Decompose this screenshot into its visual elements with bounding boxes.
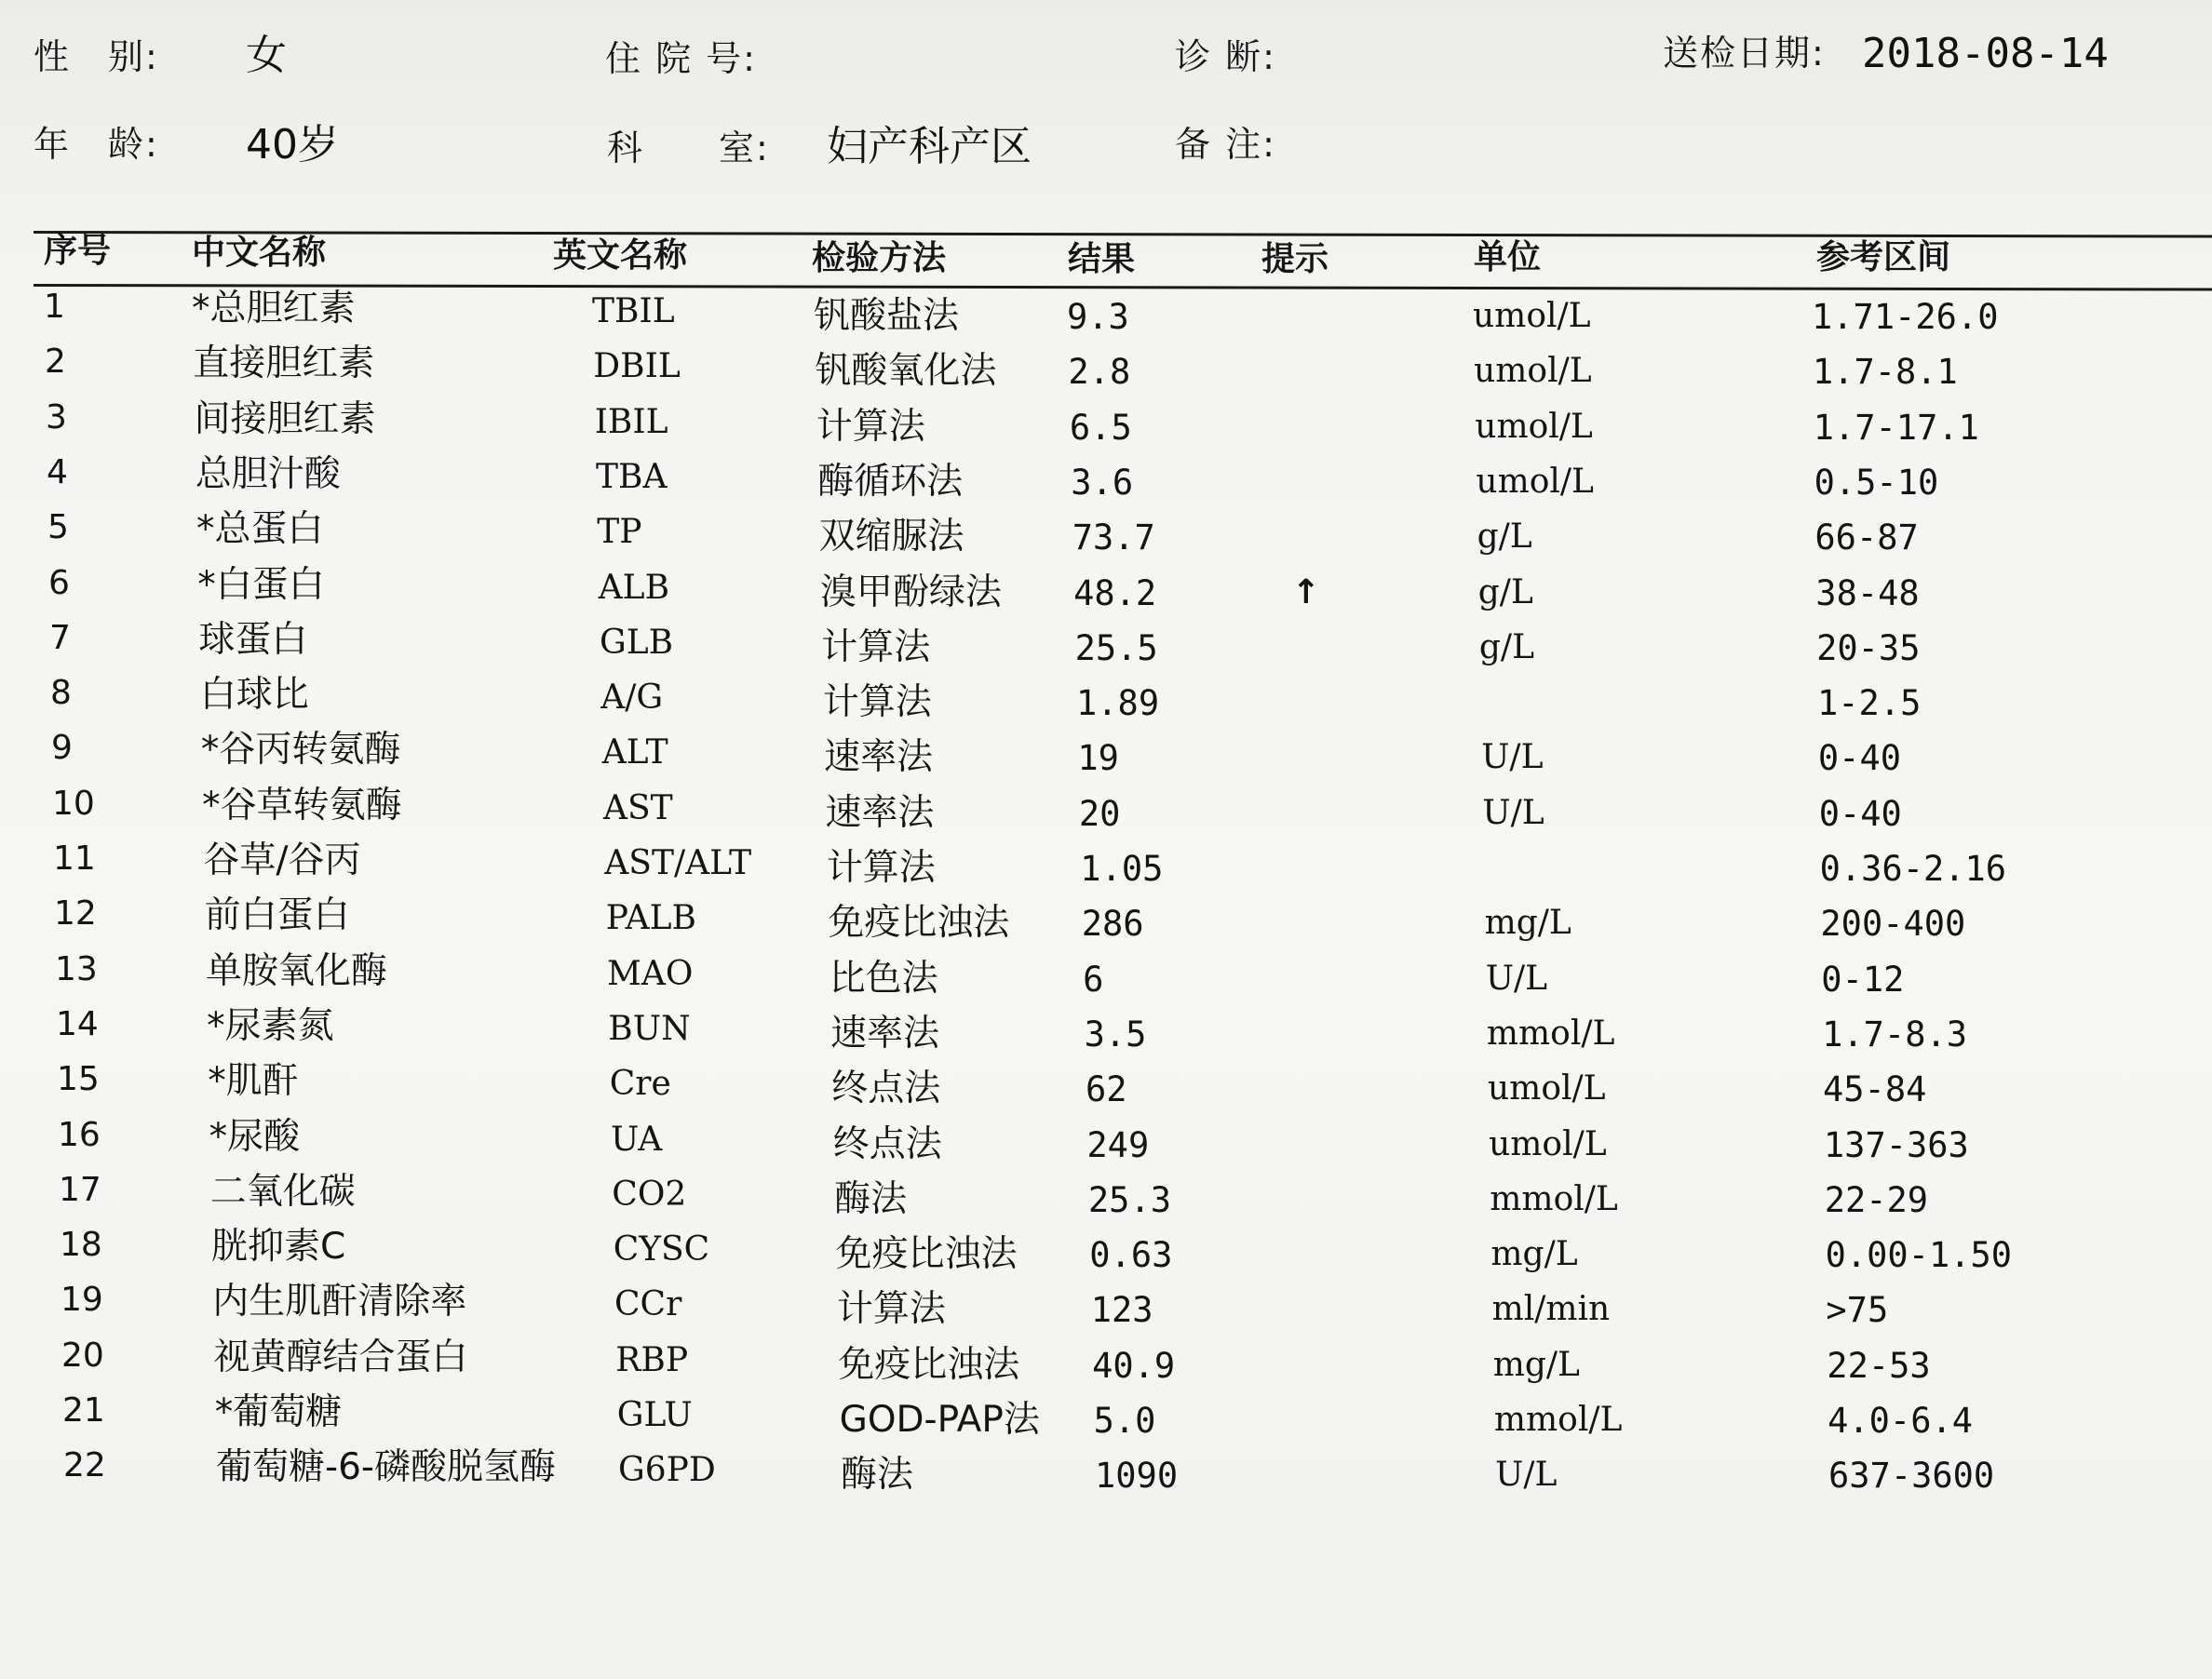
row-english-name: UA (611, 1120, 663, 1159)
row-chinese-name: 单胺氧化酶 (205, 949, 387, 992)
row-unit: umol/L (1488, 1069, 1606, 1108)
row-unit: U/L (1481, 738, 1544, 777)
row-chinese-name: 谷草/谷丙 (203, 840, 361, 881)
col-header-unit: 单位 (1474, 238, 1542, 276)
row-index: 3 (46, 397, 67, 437)
row-english-name: GLB (600, 623, 674, 662)
row-reference-range: 0-40 (1817, 738, 1901, 779)
sex-label: 性 别: (34, 36, 159, 77)
row-result: 286 (1081, 904, 1144, 945)
row-unit: umol/L (1489, 1124, 1607, 1163)
row-reference-range: 1-2.5 (1817, 683, 1922, 724)
row-chinese-name: *总蛋白 (196, 508, 324, 551)
row-result: 25.3 (1087, 1179, 1171, 1220)
row-english-name: TBIL (592, 292, 675, 330)
row-unit: umol/L (1474, 352, 1592, 391)
row-index: 13 (55, 949, 98, 988)
row-unit: mmol/L (1490, 1179, 1618, 1218)
row-method: 终点法 (831, 1068, 941, 1110)
row-unit: umol/L (1475, 407, 1593, 446)
row-result: 1090 (1095, 1456, 1179, 1497)
row-reference-range: 0.36-2.16 (1819, 849, 2007, 889)
row-reference-range: 137-363 (1823, 1124, 1969, 1165)
row-reference-range: 45-84 (1823, 1069, 1927, 1110)
row-index: 16 (58, 1115, 101, 1154)
row-result: 6 (1083, 959, 1104, 1000)
row-unit: umol/L (1476, 462, 1594, 501)
row-result: 123 (1090, 1290, 1153, 1331)
row-index: 19 (61, 1281, 103, 1320)
row-chinese-name: 总胆汁酸 (195, 452, 341, 495)
sex-value: 女 (246, 32, 287, 79)
row-english-name: CYSC (613, 1230, 710, 1269)
row-method: 计算法 (836, 1288, 946, 1331)
row-result: 25.5 (1074, 627, 1158, 668)
row-index: 2 (45, 343, 66, 382)
row-method: 速率法 (830, 1012, 940, 1054)
row-unit: mg/L (1484, 904, 1571, 943)
row-index: 5 (47, 508, 69, 547)
row-english-name: ALT (601, 733, 668, 772)
row-index: 14 (56, 1004, 99, 1043)
row-method: 计算法 (816, 405, 925, 448)
row-method: 比色法 (829, 957, 938, 1000)
row-flag: ↑ (1291, 572, 1320, 611)
row-chinese-name: *尿素氮 (207, 1004, 334, 1047)
row-method: 钒酸盐法 (814, 295, 960, 337)
row-method: 速率法 (825, 791, 935, 834)
row-unit: mg/L (1492, 1345, 1580, 1384)
row-index: 17 (59, 1170, 101, 1209)
row-unit: ml/min (1491, 1290, 1611, 1329)
row-method: 免疫比浊法 (828, 902, 1010, 945)
submit-date-value: 2018-08-14 (1862, 30, 2109, 77)
row-result: 20 (1078, 793, 1121, 834)
row-method: 溴甲酚绿法 (819, 571, 1002, 613)
row-reference-range: 1.7-8.3 (1822, 1014, 1968, 1054)
row-reference-range: 0.00-1.50 (1825, 1235, 2013, 1276)
table-top-rule (34, 231, 2212, 237)
row-unit: mmol/L (1493, 1401, 1623, 1439)
row-reference-range: 22-29 (1824, 1179, 1929, 1220)
row-method: 免疫比浊法 (835, 1233, 1018, 1276)
row-chinese-name: 内生肌酐清除率 (212, 1281, 467, 1323)
row-english-name: CCr (614, 1285, 682, 1324)
row-result: 1.05 (1080, 849, 1164, 889)
row-result: 73.7 (1072, 517, 1155, 558)
col-header-result: 结果 (1068, 240, 1136, 278)
row-method: 计算法 (821, 625, 931, 668)
row-method: 双缩脲法 (818, 516, 964, 558)
row-chinese-name: *白蛋白 (197, 563, 325, 606)
row-chinese-name: 胱抑素C (211, 1226, 346, 1269)
row-unit: U/L (1482, 793, 1544, 832)
row-chinese-name: 球蛋白 (198, 618, 308, 661)
row-result: 3.6 (1071, 462, 1134, 503)
row-result: 62 (1086, 1069, 1127, 1110)
row-chinese-name: *总胆红素 (192, 288, 356, 329)
age-value: 40岁 (246, 121, 339, 168)
row-method: 计算法 (822, 681, 932, 724)
row-result: 9.3 (1067, 297, 1129, 337)
col-header-reference-range: 参考区间 (1816, 238, 1951, 276)
row-method: 酶循环法 (817, 460, 964, 503)
row-index: 10 (52, 784, 95, 823)
col-header-english-name: 英文名称 (553, 236, 688, 275)
row-english-name: CO2 (612, 1175, 687, 1214)
row-reference-range: 1.7-17.1 (1813, 407, 1979, 448)
row-english-name: BUN (608, 1009, 691, 1048)
row-chinese-name: *葡萄糖 (214, 1391, 343, 1433)
row-english-name: MAO (607, 954, 694, 993)
diagnosis-label: 诊 断: (1175, 36, 1276, 77)
row-result: 6.5 (1069, 407, 1132, 448)
row-chinese-name: 直接胆红素 (193, 343, 375, 385)
row-result: 1.89 (1076, 683, 1160, 724)
row-english-name: PALB (605, 899, 696, 938)
row-result: 40.9 (1092, 1345, 1176, 1386)
row-english-name: A/G (600, 678, 664, 718)
row-english-name: TP (597, 513, 642, 552)
row-method: 免疫比浊法 (838, 1343, 1020, 1386)
row-result: 19 (1077, 738, 1119, 779)
row-result: 249 (1086, 1124, 1150, 1165)
row-unit: U/L (1485, 959, 1548, 998)
row-chinese-name: 白球比 (199, 674, 309, 717)
row-chinese-name: 葡萄糖-6-磷酸脱氢酶 (216, 1446, 556, 1489)
row-english-name: TBA (596, 457, 668, 496)
row-chinese-name: 二氧化碳 (209, 1170, 356, 1213)
row-index: 6 (48, 563, 70, 602)
row-reference-range: 200-400 (1820, 904, 1966, 945)
row-english-name: Cre (609, 1065, 671, 1104)
row-english-name: AST (603, 788, 673, 827)
row-chinese-name: 前白蛋白 (204, 894, 350, 937)
table-header-rule (34, 284, 2212, 290)
row-reference-range: 637-3600 (1828, 1456, 1995, 1497)
row-english-name: ALB (598, 568, 670, 607)
row-index: 4 (47, 452, 68, 491)
row-reference-range: 0.5-10 (1814, 462, 1939, 503)
remark-label: 备 注: (1175, 124, 1276, 165)
row-index: 18 (60, 1226, 102, 1265)
row-index: 15 (57, 1060, 100, 1099)
row-unit: mmol/L (1486, 1014, 1615, 1053)
row-method: GOD-PAP法 (839, 1399, 1040, 1441)
row-english-name: DBIL (593, 347, 681, 386)
row-english-name: GLU (616, 1396, 693, 1434)
row-index: 7 (49, 618, 71, 657)
row-method: 钒酸氧化法 (815, 350, 997, 393)
row-reference-range: >75 (1826, 1290, 1889, 1331)
row-reference-range: 4.0-6.4 (1828, 1401, 1974, 1441)
row-chinese-name: *谷草转氨酶 (202, 784, 402, 826)
row-english-name: IBIL (594, 402, 668, 441)
col-header-method: 检验方法 (812, 239, 947, 277)
row-index: 21 (62, 1391, 105, 1430)
col-header-chinese-name: 中文名称 (192, 234, 327, 272)
row-index: 11 (53, 840, 96, 878)
row-index: 8 (50, 674, 72, 713)
row-reference-range: 1.71-26.0 (1812, 297, 1999, 337)
row-reference-range: 20-35 (1816, 627, 1921, 668)
row-result: 0.63 (1089, 1235, 1173, 1276)
col-header-flag: 提示 (1261, 240, 1329, 278)
department-value: 妇产科产区 (827, 123, 1032, 170)
age-label: 年 龄: (34, 124, 159, 165)
row-index: 22 (63, 1446, 106, 1485)
row-reference-range: 1.7-8.1 (1812, 352, 1958, 393)
row-reference-range: 66-87 (1814, 517, 1919, 558)
row-unit: umol/L (1473, 297, 1591, 335)
row-reference-range: 0-12 (1821, 959, 1905, 1000)
row-chinese-name: *肌酐 (208, 1060, 299, 1103)
row-method: 酶法 (841, 1454, 914, 1497)
row-result: 48.2 (1073, 572, 1157, 613)
row-unit: mg/L (1490, 1235, 1578, 1274)
col-header-index: 序号 (44, 232, 112, 270)
row-reference-range: 0-40 (1818, 793, 1902, 834)
row-index: 9 (51, 729, 73, 768)
row-unit: g/L (1478, 627, 1534, 666)
row-index: 1 (44, 288, 65, 326)
row-result: 5.0 (1093, 1401, 1156, 1441)
row-unit: U/L (1495, 1456, 1558, 1495)
row-method: 酶法 (834, 1177, 908, 1220)
row-unit: g/L (1477, 517, 1532, 557)
row-chinese-name: *谷丙转氨酶 (200, 729, 401, 772)
row-unit: g/L (1477, 572, 1533, 611)
department-label: 科 室: (607, 128, 770, 168)
row-index: 20 (61, 1336, 104, 1375)
row-method: 计算法 (826, 847, 936, 889)
row-reference-range: 38-48 (1815, 572, 1920, 613)
row-index: 12 (54, 894, 97, 934)
row-chinese-name: 视黄醇结合蛋白 (213, 1336, 468, 1378)
row-result: 2.8 (1068, 352, 1131, 393)
row-method: 速率法 (824, 736, 934, 779)
row-reference-range: 22-53 (1827, 1345, 1931, 1386)
row-result: 3.5 (1084, 1014, 1147, 1054)
row-english-name: G6PD (618, 1451, 716, 1490)
admission-number-label: 住 院 号: (605, 38, 757, 79)
row-method: 终点法 (832, 1122, 942, 1165)
row-chinese-name: *尿酸 (209, 1115, 301, 1158)
row-english-name: AST/ALT (604, 844, 752, 882)
row-chinese-name: 间接胆红素 (194, 397, 376, 440)
submit-date-label: 送检日期: (1663, 33, 1826, 74)
row-english-name: RBP (615, 1340, 689, 1379)
